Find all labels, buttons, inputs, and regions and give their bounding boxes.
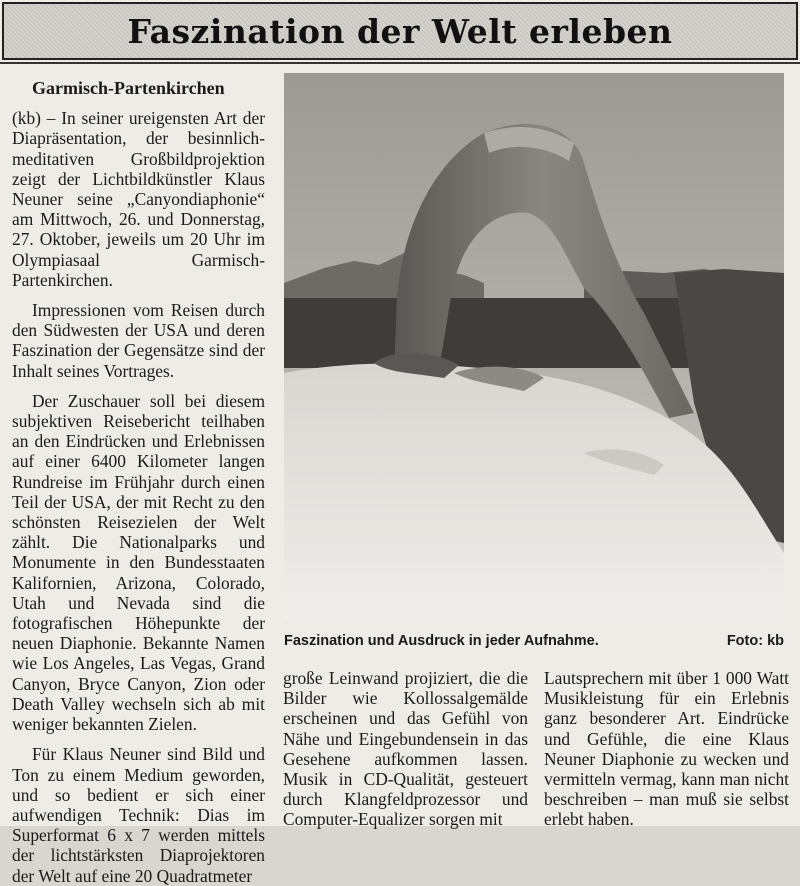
- paragraph-1: (kb) – In seiner ureigensten Art der Diapräsentation, der besinnlich-meditativen Großbildprojektion zeigt der Lichtbildkünstler Klaus Neuner seine „Canyondiaphonie“ am Mittwoch, 26. und Donnerstag, 27. Oktober, jeweils um 20 Uhr im Olympiasaal Garmisch-Partenkirchen.: [12, 108, 265, 290]
- photo-caption: Faszination und Ausdruck in jeder Aufnahme.: [284, 633, 599, 649]
- paragraph-4: Für Klaus Neuner sind Bild und Ton zu einem Medium geworden, und so bedient er sich einer aufwendigen Technik: Dias im Superformat 6 x 7 werden mittels der lichtstärksten Diaprojektoren der Welt auf eine 20 Quadratmeter: [12, 744, 265, 886]
- headline: Faszination der Welt erleben: [127, 11, 673, 51]
- paragraph-3: Der Zuschauer soll bei diesem subjektiven Reisebericht teilhaben an den Eindrücken und Erlebnissen auf einer 6400 Kilometer langen Rundreise im Frühjahr durch einen Teil der USA, der mit Recht zu den schönsten Reisezielen der Welt zählt. Die Nationalparks und Monumente in den Bundesstaaten Kalifornien, Arizona, Colorado, Utah und Nevada sind die fotografischen Höhepunkte der neuen Diaphonie. Bekannte Namen wie Los Angeles, Las Vegas, Grand Canyon, Bryce Canyon, Zion oder Death Valley wechseln sich ab mit weniger bekannten Zielen.: [12, 390, 265, 735]
- article-column-1: [12, 78, 265, 886]
- delicate-arch-image: [284, 73, 784, 621]
- paragraph-5: große Leinwand projiziert, die die Bilder wie Kollossalgemälde erscheinen und das Gefühl von Nähe und Eingebundensein in das Gesehene aufkommen lassen. Musik in CD-Qualität, gesteuert durch Klangfeldprozessor und Computer-Equalizer sorgen mit: [283, 668, 528, 830]
- headline-banner: [2, 2, 798, 60]
- dateline: Garmisch-Partenkirchen: [32, 78, 225, 98]
- paragraph-6: Lautsprechern mit über 1 000 Watt Musikleistung für ein Erlebnis ganz besonderer Art. Eindrücke und Gefühle, die eine Klaus Neuner Diaphonie zu wecken und vermitteln vermag, kann man nicht beschreiben – man muß sie selbst erlebt haben.: [544, 668, 789, 830]
- divider-rule: [0, 62, 800, 64]
- photo-caption-row: [284, 633, 784, 649]
- article-column-3: [544, 668, 789, 830]
- paragraph-2: Impressionen vom Reisen durch den Südwesten der USA und deren Faszination der Gegensätze sind der Inhalt seines Vortrages.: [12, 300, 265, 381]
- article-column-2: [283, 668, 528, 830]
- photo-credit: Foto: kb: [726, 633, 784, 649]
- arch-photo: [284, 73, 784, 621]
